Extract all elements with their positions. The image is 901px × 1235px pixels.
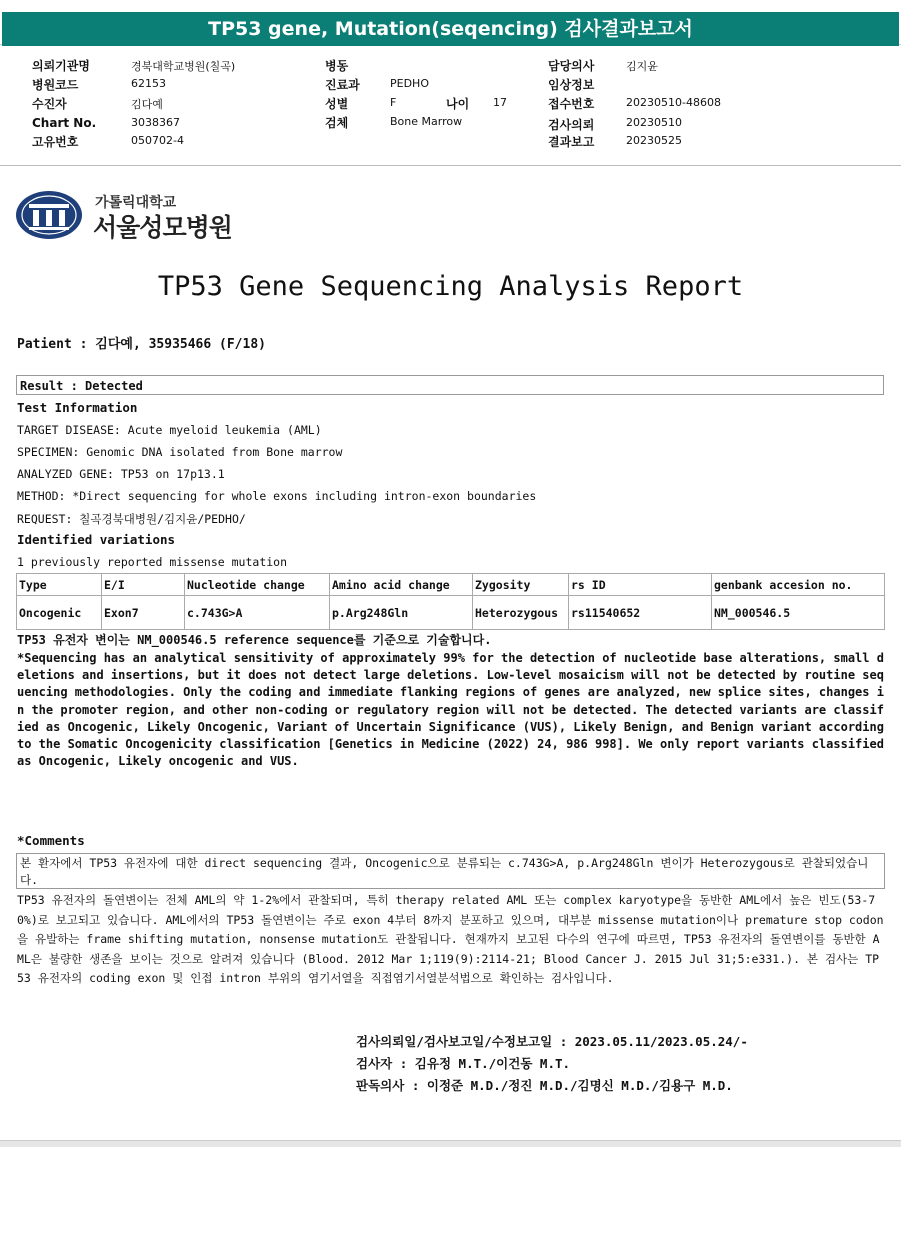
logo-hospital-name: 서울성모병원 [93,213,232,242]
patient-label: 수진자 [32,97,67,111]
specimen-line: SPECIMEN: Genomic DNA isolated from Bone marrow [17,445,343,459]
institution-label: 의뢰기관명 [32,59,90,73]
identified-summary-line: 1 previously reported missense mutation [17,555,288,569]
table-header-row [17,574,885,596]
sex-label: 성별 [325,97,349,111]
meta-divider [0,165,901,166]
table-header-cell: Zygosity [473,574,569,596]
patient-meta-block [0,54,901,158]
hospital-emblem-icon [15,190,83,240]
table-cell: Oncogenic [17,596,102,630]
table-row [17,596,885,630]
table-cell: c.743G>A [185,596,330,630]
logo-university-name: 가톨릭대학교 [95,195,177,211]
hospital-code-label: 병원코드 [32,78,79,92]
table-cell: NM_000546.5 [712,596,885,630]
receipt-no-label: 접수번호 [548,97,595,111]
unique-no-label: 고유번호 [32,135,79,149]
table-cell: p.Arg248Gln [330,596,473,630]
table-cell: Exon7 [102,596,185,630]
chart-no-label: Chart No. [32,116,97,130]
ward-label: 병동 [325,59,349,73]
variant-table [16,573,885,630]
dept-value: PEDHO [390,77,429,90]
table-header-cell: rs ID [569,574,712,596]
analyzed-gene-line: ANALYZED GENE: TP53 on 17p13.1 [17,467,225,481]
doctor-label: 담당의사 [548,59,595,73]
target-disease-line: TARGET DISEASE: Acute myeloid leukemia (AML) [17,423,322,437]
technicians-line: 검사자 : 김유정 M.T./이건동 M.T. [356,1056,571,1071]
readers-line: 판독의사 : 이정준 M.D./정진 M.D./김명신 M.D./김용구 M.D. [356,1078,733,1093]
comment-box: 본 환자에서 TP53 유전자에 대한 direct sequencing 결과, Oncogenic으로 분류되는 c.743G>A, p.Arg248Gln 변이가 Heterozygous로 관찰되었습니다. [16,853,885,889]
receipt-no-value: 20230510-48608 [626,96,721,109]
report-date-value: 20230525 [626,134,682,147]
institution-value: 경북대학교병원(칠곡) [131,60,236,73]
test-info-heading: Test Information [17,400,138,415]
request-line: REQUEST: 칠곡경북대병원/김지윤/PEDHO/ [17,512,246,526]
specimen-value: Bone Marrow [390,115,463,128]
bottom-divider [0,1140,901,1147]
method-note: *Sequencing has an analytical sensitivity of approximately 99% for the detection of nucleotide base alterations, small deletions and insertions, but it does not detect large deletions. Low-level mosaicism will not be detected by routine sequencing methodologies. Only the coding and immediate flanking regions of genes are analyzed, new splice sites, changes in the promoter region, and other non-coding or regulatory region will not be detected. The detected variants are classified as Oncogenic, Likely Oncogenic, Variant of Uncertain Significance (VUS), Likely Benign, and Benign variant according to the Somatic Oncogenicity classification [Genetics in Medicine (2022) 24, 986 998]. We only report variants classified as Oncogenic, Likely oncogenic and VUS. [17,651,884,769]
result-box: Result : Detected [16,375,884,395]
hospital-logo [15,190,245,242]
table-header-cell: genbank accesion no. [712,574,885,596]
comments-heading: *Comments [17,833,85,848]
sex-value: F [390,96,397,109]
identified-variations-heading: Identified variations [17,532,176,547]
patient-line: Patient : 김다예, 35935466 (F/18) [17,337,266,352]
table-cell: Heterozygous [473,596,569,630]
request-date-label: 검사의뢰 [548,118,595,132]
chart-no-value: 3038367 [131,116,180,129]
table-header-cell: Amino acid change [330,574,473,596]
report-date-label: 결과보고 [548,135,595,149]
table-header-cell: Type [17,574,102,596]
age-label: 나이 [446,97,470,111]
doctor-value: 김지윤 [626,60,658,73]
report-header-title: TP53 gene, Mutation(seqencing) 검사결과보고서 [2,12,899,46]
dept-label: 진료과 [325,78,360,92]
comment-paragraph: TP53 유전자의 돌연변이는 전체 AML의 약 1-2%에서 관찰되며, 특히 therapy related AML 또는 complex karyotype을 동반한 AML에서 높은 빈도(53-70%)로 보고되고 있습니다. AML에서의 TP53 돌연변이는 주로 exon 4부터 8까지 분포하고 있으며, 대부분 missense mutation이나 premature stop codon을 유발하는 frame shifting mutation, nonsense mutation도 관찰됩니다. 현재까지 보고된 다수의 연구에 따르면, TP53 유전자의 돌연변이를 동반한 AML은 불량한 생존을 보이는 것으로 알려져 있습니다 (Blood. 2012 Mar 1;119(9):2114-21; Blood Cancer J. 2015 Jul 31;5:e331.). 본 검사는 TP53 유전자의 coding exon 및 인접 intron 부위의 염기서열을 직접염기서열분석법으로 확인하는 검사입니다. [17,893,884,985]
reference-note: TP53 유전자 변이는 NM_000546.5 reference sequence를 기준으로 기술합니다. [17,633,492,647]
table-cell: rs11540652 [569,596,712,630]
unique-no-value: 050702-4 [131,134,184,147]
request-date-value: 20230510 [626,116,682,129]
dates-line: 검사의뢰일/검사보고일/수정보고일 : 2023.05.11/2023.05.24/- [356,1034,748,1049]
method-line: METHOD: *Direct sequencing for whole exons including intron-exon boundaries [17,489,537,503]
hospital-code-value: 62153 [131,77,166,90]
table-header-cell: Nucleotide change [185,574,330,596]
specimen-label: 검체 [325,116,349,130]
age-value: 17 [493,96,507,109]
clinical-info-label: 임상정보 [548,78,595,92]
patient-value: 김다예 [131,98,163,111]
report-title: TP53 Gene Sequencing Analysis Report [157,271,744,302]
table-header-cell: E/I [102,574,185,596]
